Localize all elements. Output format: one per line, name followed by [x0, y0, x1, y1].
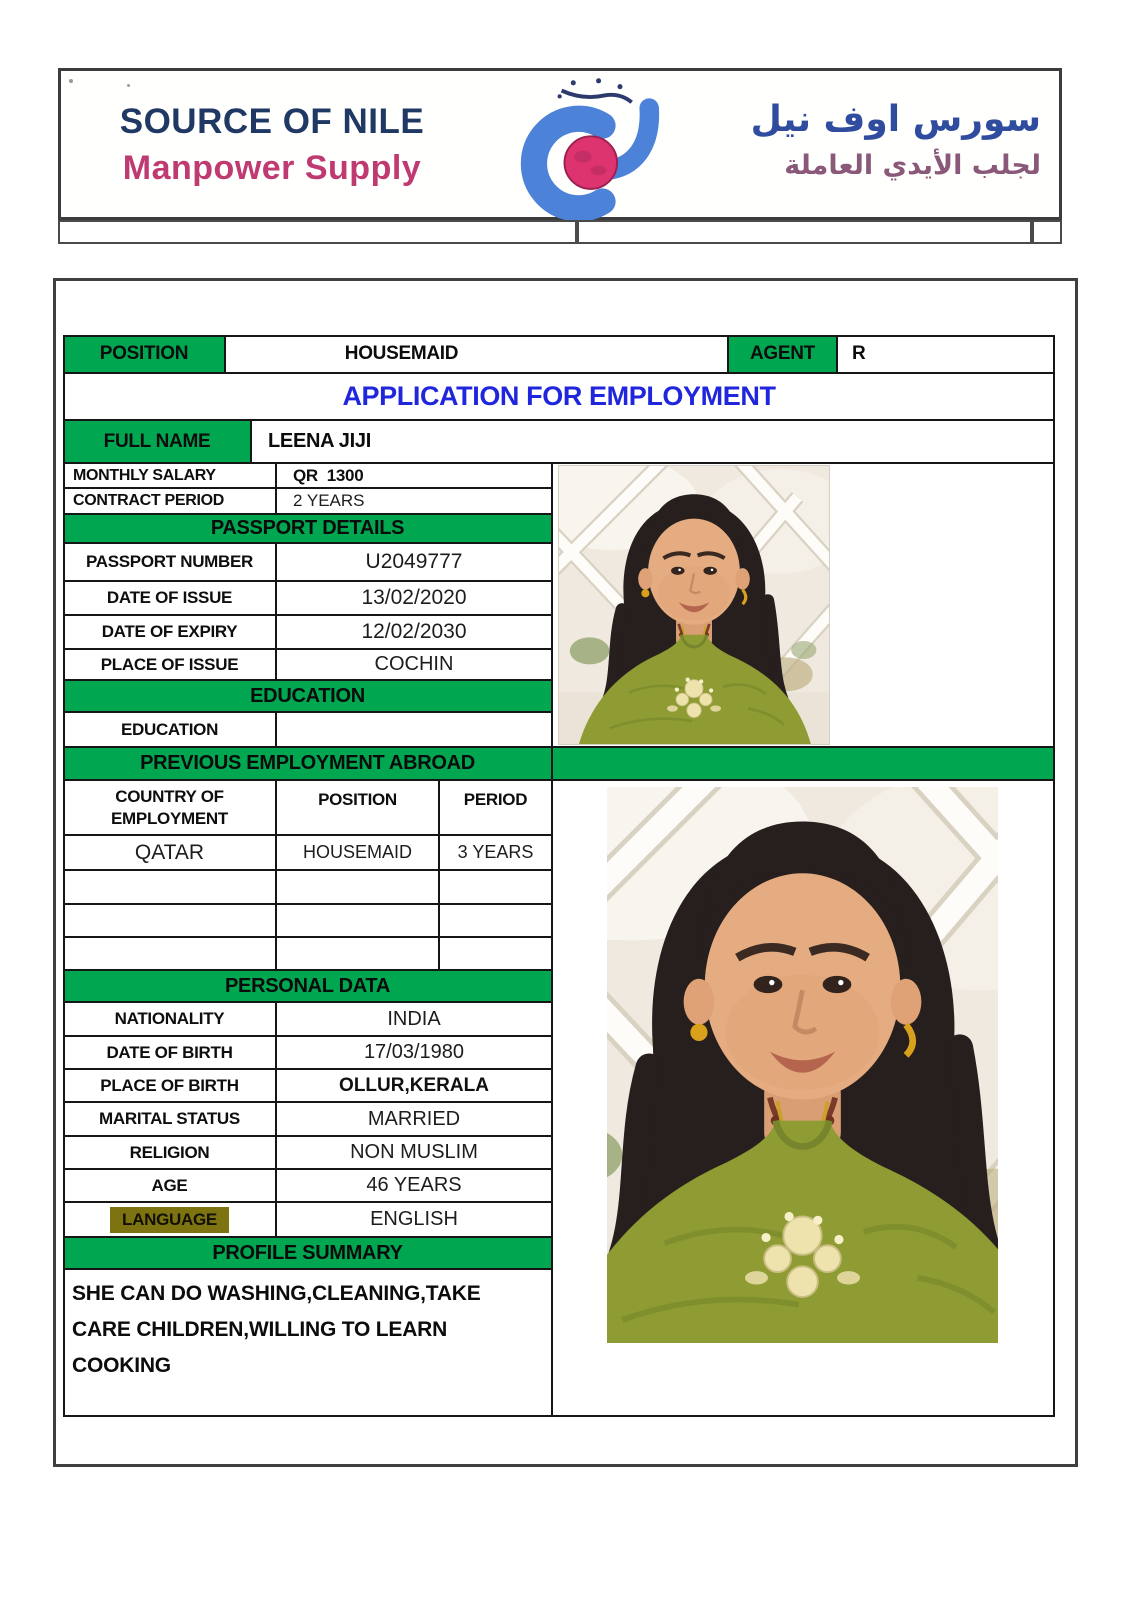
education-label: EDUCATION: [120, 719, 219, 739]
marital-status-value: MARRIED: [367, 1107, 461, 1130]
employment-row-period-cell: [439, 904, 552, 937]
marital-status-label-cell: [63, 1102, 276, 1136]
scan-speckle: [127, 84, 130, 87]
marital-status-label: MARITAL STATUS: [99, 1109, 240, 1129]
source-of-nile-swirl-logo-icon: [503, 75, 663, 221]
passport-number-value-cell: [276, 543, 552, 581]
age-label: AGE: [151, 1175, 188, 1195]
employment-row-period-cell: [439, 937, 552, 970]
employment-row-position-cell: [276, 870, 439, 904]
date-of-expiry-value: 12/02/2030: [361, 620, 467, 643]
employment-col-period-label: PERIOD: [463, 790, 528, 809]
passport-number-label: PASSPORT NUMBER: [85, 552, 254, 572]
date-of-birth-value: 17/03/1980: [363, 1041, 465, 1063]
employment-country-value: QATAR: [134, 840, 205, 864]
employment-col-country-label: COUNTRY OF EMPLOYMENT: [111, 787, 228, 828]
letterhead-strip-cell: [58, 220, 577, 244]
date-of-expiry-value-cell: [276, 615, 552, 649]
company-tagline-en-line: Manpower Supply: [122, 149, 422, 187]
nationality-value: INDIA: [387, 1007, 441, 1030]
company-name-en-line: SOURCE OF NILE: [119, 102, 425, 141]
language-label-cell: [63, 1202, 276, 1237]
education-value-cell: [276, 712, 552, 747]
date-of-issue-value: 13/02/2020: [361, 586, 467, 609]
age-value-cell: [276, 1169, 552, 1202]
education-section-header: [63, 680, 552, 712]
religion-value-cell: [276, 1136, 552, 1169]
monthly-salary-value-cell: [276, 463, 552, 488]
place-of-issue-value: COCHIN: [374, 653, 454, 675]
religion-label: RELIGION: [129, 1142, 210, 1162]
employment-row-period-cell: [439, 870, 552, 904]
passport-number-value: U2049777: [365, 550, 463, 573]
monthly-salary-label: MONTHLY SALARY: [73, 466, 216, 484]
date-of-expiry-label: DATE OF EXPIRY: [101, 622, 238, 642]
profile-summary-text: SHE CAN DO WASHING,CLEANING,TAKE CARE CHILDREN,WILLING TO LEARN COOKING: [72, 1282, 481, 1377]
full-name-label-cell: [63, 420, 251, 463]
contract-period-label: CONTRACT PERIOD: [73, 492, 225, 509]
date-of-birth-value-cell: [276, 1036, 552, 1069]
employment-col-position-header: [276, 780, 439, 835]
agent-label: AGENT: [749, 343, 815, 364]
agent-value: R: [852, 343, 866, 364]
education-label-cell: [63, 712, 276, 747]
marital-status-value-cell: [276, 1102, 552, 1136]
employment-row-period-cell: [439, 835, 552, 870]
employment-col-position-label: POSITION: [318, 790, 397, 809]
contract-period-label-cell: [63, 488, 276, 514]
place-of-issue-label: PLACE OF ISSUE: [100, 654, 239, 674]
personal-data-section-title: PERSONAL DATA: [225, 974, 390, 997]
contract-period-value-cell: [276, 488, 552, 514]
company-name-arabic: [691, 95, 1041, 187]
applicant-photo-bottom: [607, 787, 998, 1343]
employment-period-value: 3 YEARS: [457, 842, 534, 862]
previous-employment-section-title: PREVIOUS EMPLOYMENT ABROAD: [140, 752, 475, 774]
place-of-birth-value: OLLUR,KERALA: [339, 1074, 489, 1096]
letterhead-box: [58, 68, 1062, 220]
full-name-value-cell: [251, 420, 1055, 463]
profile-summary-section-title: PROFILE SUMMARY: [212, 1241, 403, 1264]
personal-data-section-header: [63, 970, 552, 1002]
monthly-salary-value: QR 1300: [293, 465, 364, 485]
language-label: LANGUAGE: [110, 1207, 229, 1233]
nationality-label: NATIONALITY: [114, 1009, 225, 1029]
previous-employment-header-extension: [552, 747, 1055, 780]
nationality-value-cell: [276, 1002, 552, 1036]
agent-label-cell: [728, 335, 837, 373]
employment-position-value: HOUSEMAID: [302, 842, 412, 862]
form-title-cell: [63, 373, 1055, 420]
passport-section-header: [63, 514, 552, 543]
position-label: POSITION: [99, 343, 189, 364]
religion-label-cell: [63, 1136, 276, 1169]
agent-value-cell: [837, 335, 1055, 373]
full-name-label: FULL NAME: [103, 430, 211, 452]
profile-summary-cell: [63, 1269, 552, 1417]
language-value: ENGLISH: [370, 1208, 458, 1230]
full-name-value: LEENA JIJI: [268, 430, 371, 452]
company-tagline-ar-line: لجلب الأيدي العاملة: [784, 150, 1041, 181]
date-of-birth-label-cell: [63, 1036, 276, 1069]
age-label-cell: [63, 1169, 276, 1202]
place-of-issue-value-cell: [276, 649, 552, 680]
scan-speckle: [69, 79, 73, 83]
employment-row-country-cell: [63, 835, 276, 870]
date-of-issue-value-cell: [276, 581, 552, 615]
employment-row-country-cell: [63, 870, 276, 904]
place-of-birth-label-cell: [63, 1069, 276, 1102]
monthly-salary-label-cell: [63, 463, 276, 488]
applicant-photo-top: [558, 465, 830, 745]
position-value-cell: [225, 335, 728, 373]
employment-row-position-cell: [276, 835, 439, 870]
nationality-label-cell: [63, 1002, 276, 1036]
date-of-expiry-label-cell: [63, 615, 276, 649]
place-of-birth-label: PLACE OF BIRTH: [100, 1075, 239, 1095]
place-of-issue-label-cell: [63, 649, 276, 680]
age-value: 46 YEARS: [366, 1174, 462, 1196]
date-of-birth-label: DATE OF BIRTH: [106, 1042, 233, 1062]
profile-summary-section-header: [63, 1237, 552, 1269]
position-label-cell: [63, 335, 225, 373]
form-title: APPLICATION FOR EMPLOYMENT: [342, 381, 776, 411]
place-of-birth-value-cell: [276, 1069, 552, 1102]
employment-row-country-cell: [63, 937, 276, 970]
passport-number-label-cell: [63, 543, 276, 581]
date-of-issue-label-cell: [63, 581, 276, 615]
employment-row-position-cell: [276, 904, 439, 937]
employment-row-country-cell: [63, 904, 276, 937]
education-section-title: EDUCATION: [250, 684, 365, 707]
passport-section-title: PASSPORT DETAILS: [210, 517, 405, 539]
letterhead-strip-cell: [577, 220, 1032, 244]
company-name-english: [89, 99, 455, 191]
language-value-cell: [276, 1202, 552, 1237]
employment-col-period-header: [439, 780, 552, 835]
letterhead-strip-cell: [1032, 220, 1062, 244]
employment-col-country-header: [63, 780, 276, 835]
previous-employment-section-header: [63, 747, 552, 780]
company-name-ar-line: سورس اوف نيل: [750, 99, 1041, 140]
date-of-issue-label: DATE OF ISSUE: [106, 588, 233, 608]
employment-row-position-cell: [276, 937, 439, 970]
religion-value: NON MUSLIM: [350, 1141, 478, 1163]
position-value: HOUSEMAID: [344, 343, 459, 364]
contract-period-value: 2 YEARS: [293, 491, 365, 510]
